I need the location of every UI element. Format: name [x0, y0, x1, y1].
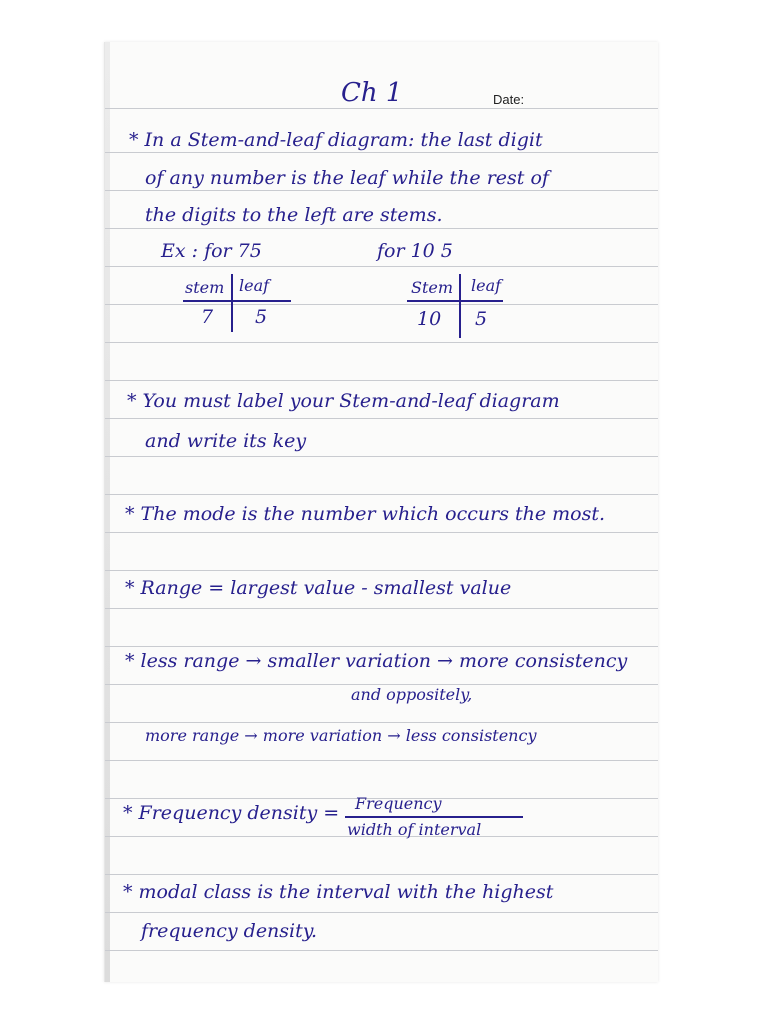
notebook-page [104, 42, 658, 982]
table-stem-value: 7 [201, 306, 214, 328]
note-line: more range → more variation → less consistency [145, 726, 537, 745]
example-label: Ex : for 75 [161, 240, 262, 262]
ruled-line [105, 950, 658, 951]
table-divider [459, 274, 461, 338]
ruled-line [105, 532, 658, 533]
ruled-line [105, 646, 658, 647]
table-leaf-value: 5 [475, 308, 488, 330]
ruled-line [105, 912, 658, 913]
page-title: Ch 1 [341, 78, 403, 108]
page-edge [105, 42, 110, 982]
note-line: the digits to the left are stems. [145, 204, 443, 226]
note-line: * The mode is the number which occurs the most. [125, 503, 606, 525]
note-line: and write its key [145, 430, 307, 452]
ruled-line [105, 570, 658, 571]
formula-numerator: Frequency [355, 794, 442, 813]
example-label-2: for 10 5 [377, 240, 453, 262]
table-stem-value: 10 [417, 308, 442, 330]
table-rule [407, 300, 503, 302]
table-leaf-value: 5 [255, 306, 268, 328]
note-line: * In a Stem-and-leaf diagram: the last digit [129, 129, 543, 151]
fraction-bar [345, 816, 523, 818]
ruled-line [105, 304, 658, 305]
ruled-line [105, 874, 658, 875]
ruled-line [105, 152, 658, 153]
note-line: * less range → smaller variation → more consistency [125, 650, 628, 672]
note-line: * modal class is the interval with the highest [123, 881, 554, 903]
ruled-line [105, 380, 658, 381]
ruled-line [105, 722, 658, 723]
formula-lhs: * Frequency density = [123, 802, 340, 824]
table-header-leaf: leaf [471, 276, 502, 295]
ruled-line [105, 494, 658, 495]
formula-denominator: width of interval [347, 820, 482, 839]
ruled-line [105, 266, 658, 267]
table-header-leaf: leaf [239, 276, 270, 295]
ruled-line [105, 108, 658, 109]
table-divider [231, 274, 233, 332]
note-line: * Range = largest value - smallest value [125, 577, 512, 599]
ruled-line [105, 418, 658, 419]
ruled-line [105, 342, 658, 343]
ruled-line [105, 228, 658, 229]
ruled-line [105, 608, 658, 609]
note-line: frequency density. [141, 920, 318, 942]
ruled-line [105, 456, 658, 457]
table-rule [183, 300, 291, 302]
note-line: and oppositely, [351, 685, 473, 704]
note-line: of any number is the leaf while the rest of [145, 167, 549, 189]
table-header-stem: stem [185, 278, 225, 297]
ruled-line [105, 760, 658, 761]
ruled-line [105, 190, 658, 191]
note-line: * You must label your Stem-and-leaf diagram [127, 390, 560, 412]
table-header-stem: Stem [411, 278, 454, 297]
date-label: Date: [493, 92, 525, 107]
